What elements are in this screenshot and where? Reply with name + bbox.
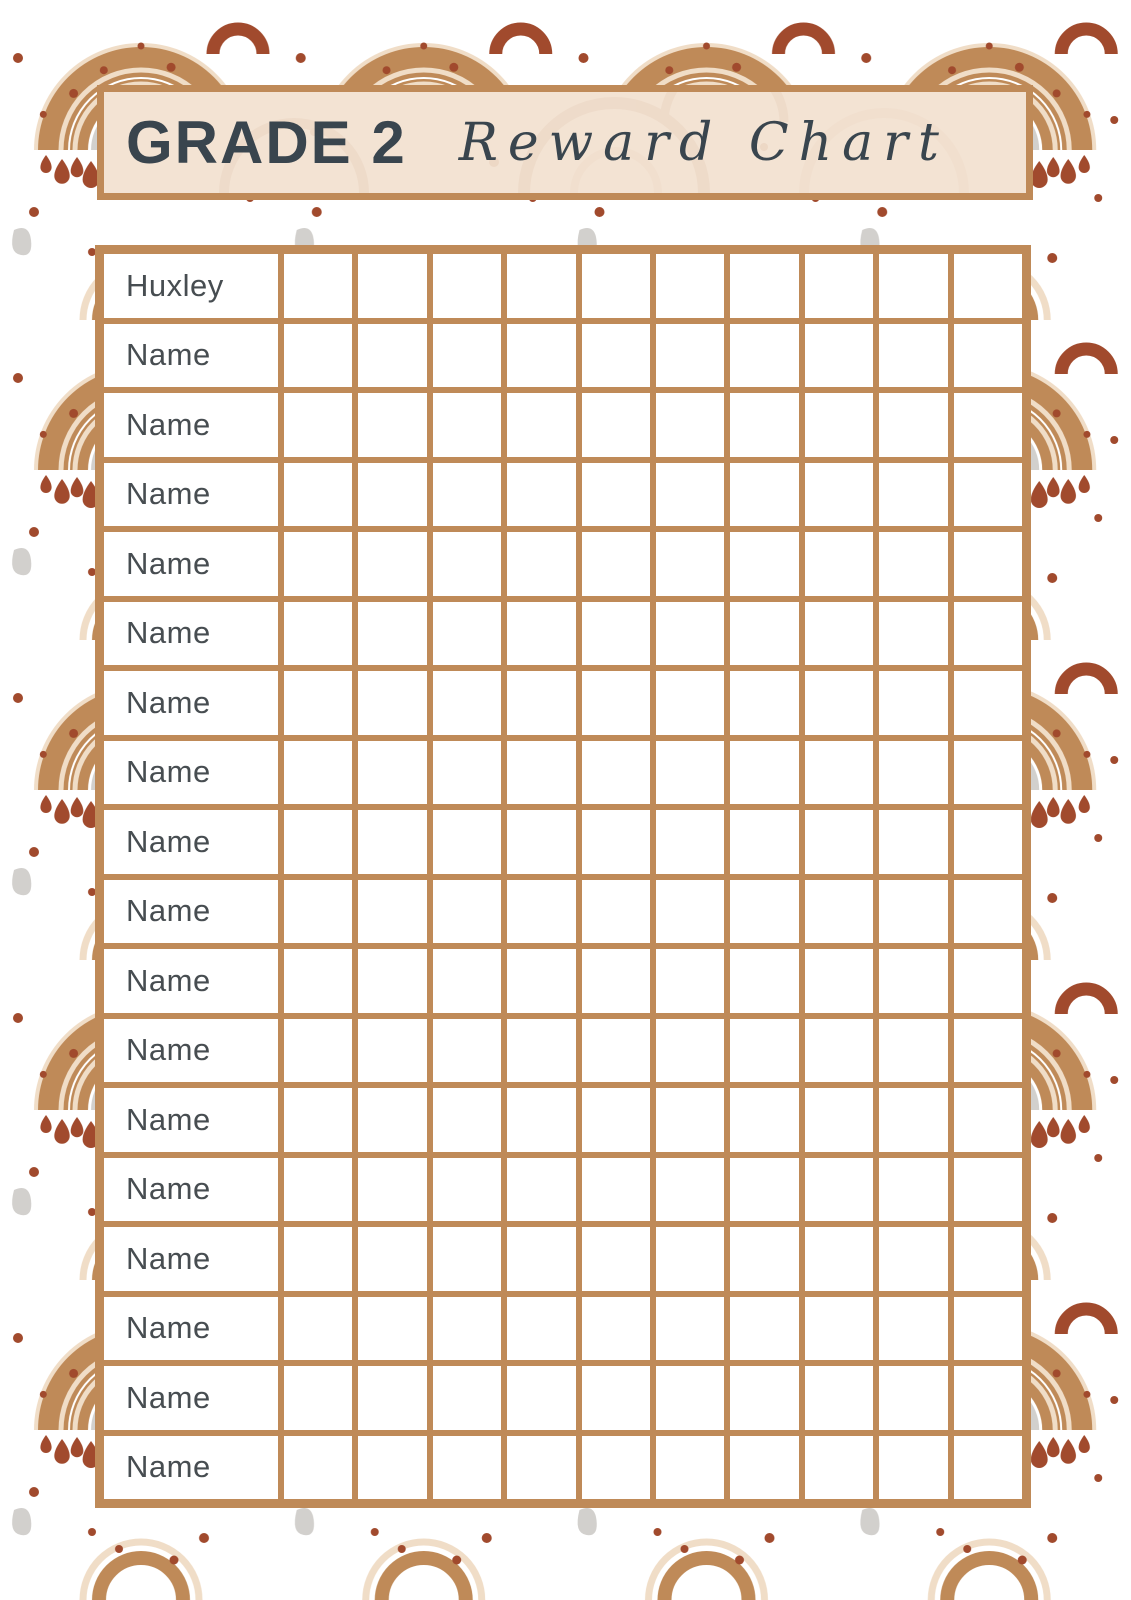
score-cell[interactable] <box>284 810 352 874</box>
score-cell[interactable] <box>433 254 501 318</box>
score-cell[interactable] <box>582 949 650 1013</box>
score-cell[interactable] <box>805 324 873 388</box>
score-cell[interactable] <box>507 1436 575 1500</box>
score-cell[interactable] <box>730 1158 798 1222</box>
title-banner <box>97 85 1033 200</box>
score-cell[interactable] <box>805 1297 873 1361</box>
score-cell[interactable] <box>284 1436 352 1500</box>
score-cell[interactable] <box>805 393 873 457</box>
score-cell[interactable] <box>433 741 501 805</box>
score-cell[interactable] <box>879 1436 947 1500</box>
score-cell[interactable] <box>730 324 798 388</box>
score-cell[interactable] <box>433 1227 501 1291</box>
score-cell[interactable] <box>656 1088 724 1152</box>
score-cell[interactable] <box>507 1088 575 1152</box>
score-cell[interactable] <box>582 463 650 527</box>
score-cell[interactable] <box>879 671 947 735</box>
score-cell[interactable] <box>879 1088 947 1152</box>
score-cell[interactable] <box>879 1158 947 1222</box>
score-cell[interactable] <box>507 949 575 1013</box>
score-cell[interactable] <box>284 1366 352 1430</box>
score-cell[interactable] <box>730 1366 798 1430</box>
score-cell[interactable] <box>879 324 947 388</box>
score-cell[interactable] <box>507 324 575 388</box>
chart-row <box>104 810 1022 874</box>
student-name-cell[interactable]: Name <box>104 741 278 805</box>
score-cell[interactable] <box>358 393 426 457</box>
score-cell[interactable] <box>805 741 873 805</box>
score-cell[interactable] <box>879 880 947 944</box>
chart-row <box>104 1227 1022 1291</box>
score-cell[interactable] <box>358 324 426 388</box>
score-cell[interactable] <box>358 1158 426 1222</box>
chart-row <box>104 1436 1022 1500</box>
score-cell[interactable] <box>358 1436 426 1500</box>
score-cell[interactable] <box>730 1227 798 1291</box>
score-cell[interactable] <box>582 1088 650 1152</box>
student-name-cell[interactable]: Name <box>104 602 278 666</box>
chart-row <box>104 949 1022 1013</box>
score-cell[interactable] <box>730 741 798 805</box>
score-cell[interactable] <box>582 1158 650 1222</box>
student-name-cell[interactable]: Name <box>104 1436 278 1500</box>
chart-row <box>104 1088 1022 1152</box>
score-cell[interactable] <box>433 324 501 388</box>
chart-row <box>104 1366 1022 1430</box>
score-cell[interactable] <box>433 1019 501 1083</box>
score-cell[interactable] <box>284 1019 352 1083</box>
score-cell[interactable] <box>433 949 501 1013</box>
score-cell[interactable] <box>805 602 873 666</box>
score-cell[interactable] <box>805 1436 873 1500</box>
score-cell[interactable] <box>433 1366 501 1430</box>
student-name-cell[interactable]: Name <box>104 1158 278 1222</box>
score-cell[interactable] <box>879 741 947 805</box>
student-name-cell[interactable]: Name <box>104 671 278 735</box>
score-cell[interactable] <box>879 810 947 874</box>
score-cell[interactable] <box>358 1297 426 1361</box>
score-cell[interactable] <box>284 254 352 318</box>
score-cell[interactable] <box>954 324 1022 388</box>
student-name-cell[interactable]: Name <box>104 949 278 1013</box>
score-cell[interactable] <box>582 254 650 318</box>
score-cell[interactable] <box>582 1436 650 1500</box>
score-cell[interactable] <box>507 1366 575 1430</box>
score-cell[interactable] <box>730 463 798 527</box>
score-cell[interactable] <box>284 463 352 527</box>
student-name-cell[interactable]: Name <box>104 810 278 874</box>
score-cell[interactable] <box>730 810 798 874</box>
score-cell[interactable] <box>879 254 947 318</box>
chart-row <box>104 463 1022 527</box>
grade-title: GRADE 2 <box>126 109 407 176</box>
score-cell[interactable] <box>433 463 501 527</box>
score-cell[interactable] <box>284 1297 352 1361</box>
score-cell[interactable] <box>879 393 947 457</box>
score-cell[interactable] <box>507 1297 575 1361</box>
score-cell[interactable] <box>730 393 798 457</box>
score-cell[interactable] <box>954 741 1022 805</box>
score-cell[interactable] <box>582 393 650 457</box>
score-cell[interactable] <box>284 324 352 388</box>
score-cell[interactable] <box>358 671 426 735</box>
score-cell[interactable] <box>433 810 501 874</box>
score-cell[interactable] <box>954 393 1022 457</box>
score-cell[interactable] <box>433 671 501 735</box>
chart-row <box>104 671 1022 735</box>
score-cell[interactable] <box>582 880 650 944</box>
chart-row <box>104 254 1022 318</box>
score-cell[interactable] <box>656 949 724 1013</box>
score-cell[interactable] <box>507 741 575 805</box>
score-cell[interactable] <box>805 1019 873 1083</box>
score-cell[interactable] <box>656 1158 724 1222</box>
score-cell[interactable] <box>954 949 1022 1013</box>
score-cell[interactable] <box>805 1366 873 1430</box>
score-cell[interactable] <box>284 602 352 666</box>
score-cell[interactable] <box>582 810 650 874</box>
score-cell[interactable] <box>358 254 426 318</box>
score-cell[interactable] <box>433 602 501 666</box>
score-cell[interactable] <box>730 1088 798 1152</box>
chart-row <box>104 1297 1022 1361</box>
score-cell[interactable] <box>656 254 724 318</box>
score-cell[interactable] <box>358 463 426 527</box>
score-cell[interactable] <box>358 880 426 944</box>
score-cell[interactable] <box>358 949 426 1013</box>
score-cell[interactable] <box>879 1366 947 1430</box>
chart-row <box>104 532 1022 596</box>
score-cell[interactable] <box>433 1158 501 1222</box>
score-cell[interactable] <box>656 810 724 874</box>
score-cell[interactable] <box>507 1019 575 1083</box>
score-cell[interactable] <box>656 463 724 527</box>
score-cell[interactable] <box>358 532 426 596</box>
score-cell[interactable] <box>582 532 650 596</box>
student-name-cell[interactable]: Name <box>104 324 278 388</box>
score-cell[interactable] <box>954 1158 1022 1222</box>
score-cell[interactable] <box>284 671 352 735</box>
student-name-cell[interactable]: Huxley <box>104 254 278 318</box>
chart-row <box>104 393 1022 457</box>
chart-row <box>104 602 1022 666</box>
score-cell[interactable] <box>284 949 352 1013</box>
score-cell[interactable] <box>730 254 798 318</box>
chart-row <box>104 741 1022 805</box>
score-cell[interactable] <box>656 671 724 735</box>
score-cell[interactable] <box>507 671 575 735</box>
score-cell[interactable] <box>730 532 798 596</box>
chart-row <box>104 324 1022 388</box>
score-cell[interactable] <box>879 1297 947 1361</box>
score-cell[interactable] <box>582 1366 650 1430</box>
score-cell[interactable] <box>879 602 947 666</box>
score-cell[interactable] <box>954 463 1022 527</box>
score-cell[interactable] <box>954 880 1022 944</box>
score-cell[interactable] <box>433 393 501 457</box>
score-cell[interactable] <box>582 741 650 805</box>
score-cell[interactable] <box>805 1227 873 1291</box>
score-cell[interactable] <box>954 671 1022 735</box>
score-cell[interactable] <box>358 1366 426 1430</box>
score-cell[interactable] <box>507 602 575 666</box>
score-cell[interactable] <box>656 532 724 596</box>
score-cell[interactable] <box>582 1019 650 1083</box>
score-cell[interactable] <box>954 602 1022 666</box>
score-cell[interactable] <box>656 741 724 805</box>
score-cell[interactable] <box>358 810 426 874</box>
score-cell[interactable] <box>656 324 724 388</box>
score-cell[interactable] <box>879 1227 947 1291</box>
score-cell[interactable] <box>656 880 724 944</box>
chart-row <box>104 1158 1022 1222</box>
score-cell[interactable] <box>730 949 798 1013</box>
student-name-cell[interactable]: Name <box>104 463 278 527</box>
student-name-cell[interactable]: Name <box>104 1227 278 1291</box>
score-cell[interactable] <box>805 810 873 874</box>
score-cell[interactable] <box>433 1297 501 1361</box>
score-cell[interactable] <box>656 1436 724 1500</box>
score-cell[interactable] <box>954 254 1022 318</box>
score-cell[interactable] <box>805 532 873 596</box>
score-cell[interactable] <box>358 741 426 805</box>
score-cell[interactable] <box>730 671 798 735</box>
score-cell[interactable] <box>954 1436 1022 1500</box>
score-cell[interactable] <box>656 602 724 666</box>
score-cell[interactable] <box>954 532 1022 596</box>
score-cell[interactable] <box>879 1019 947 1083</box>
chart-row <box>104 880 1022 944</box>
score-cell[interactable] <box>656 393 724 457</box>
score-cell[interactable] <box>730 1297 798 1361</box>
score-cell[interactable] <box>730 880 798 944</box>
score-cell[interactable] <box>730 1019 798 1083</box>
score-cell[interactable] <box>879 463 947 527</box>
student-name-cell[interactable]: Name <box>104 1088 278 1152</box>
student-name-cell[interactable]: Name <box>104 880 278 944</box>
score-cell[interactable] <box>730 1436 798 1500</box>
score-cell[interactable] <box>805 1088 873 1152</box>
score-cell[interactable] <box>805 880 873 944</box>
score-cell[interactable] <box>954 810 1022 874</box>
student-name-cell[interactable]: Name <box>104 532 278 596</box>
score-cell[interactable] <box>358 602 426 666</box>
score-cell[interactable] <box>656 1227 724 1291</box>
score-cell[interactable] <box>879 949 947 1013</box>
score-cell[interactable] <box>433 532 501 596</box>
score-cell[interactable] <box>507 1158 575 1222</box>
score-cell[interactable] <box>582 1297 650 1361</box>
student-name-cell[interactable]: Name <box>104 1019 278 1083</box>
student-name-cell[interactable]: Name <box>104 393 278 457</box>
score-cell[interactable] <box>507 880 575 944</box>
score-cell[interactable] <box>954 1366 1022 1430</box>
score-cell[interactable] <box>358 1019 426 1083</box>
score-cell[interactable] <box>805 949 873 1013</box>
score-cell[interactable] <box>582 671 650 735</box>
score-cell[interactable] <box>284 393 352 457</box>
score-cell[interactable] <box>805 463 873 527</box>
score-cell[interactable] <box>656 1019 724 1083</box>
score-cell[interactable] <box>284 1227 352 1291</box>
score-cell[interactable] <box>433 1436 501 1500</box>
score-cell[interactable] <box>358 1227 426 1291</box>
score-cell[interactable] <box>656 1297 724 1361</box>
score-cell[interactable] <box>284 532 352 596</box>
score-cell[interactable] <box>954 1227 1022 1291</box>
student-name-cell[interactable]: Name <box>104 1366 278 1430</box>
score-cell[interactable] <box>954 1297 1022 1361</box>
score-cell[interactable] <box>433 880 501 944</box>
score-cell[interactable] <box>954 1019 1022 1083</box>
score-cell[interactable] <box>284 1088 352 1152</box>
student-name-cell[interactable]: Name <box>104 1297 278 1361</box>
score-cell[interactable] <box>954 1088 1022 1152</box>
score-cell[interactable] <box>656 1366 724 1430</box>
score-cell[interactable] <box>507 254 575 318</box>
score-cell[interactable] <box>730 602 798 666</box>
score-cell[interactable] <box>433 1088 501 1152</box>
score-cell[interactable] <box>805 1158 873 1222</box>
score-cell[interactable] <box>582 602 650 666</box>
score-cell[interactable] <box>284 741 352 805</box>
chart-subtitle: Reward Chart <box>458 112 949 173</box>
score-cell[interactable] <box>805 254 873 318</box>
score-cell[interactable] <box>284 880 352 944</box>
score-cell[interactable] <box>507 810 575 874</box>
reward-grid <box>95 245 1031 1508</box>
score-cell[interactable] <box>507 463 575 527</box>
score-cell[interactable] <box>507 393 575 457</box>
score-cell[interactable] <box>507 1227 575 1291</box>
score-cell[interactable] <box>582 324 650 388</box>
score-cell[interactable] <box>358 1088 426 1152</box>
score-cell[interactable] <box>879 532 947 596</box>
chart-row <box>104 1019 1022 1083</box>
score-cell[interactable] <box>805 671 873 735</box>
score-cell[interactable] <box>284 1158 352 1222</box>
score-cell[interactable] <box>582 1227 650 1291</box>
score-cell[interactable] <box>507 532 575 596</box>
